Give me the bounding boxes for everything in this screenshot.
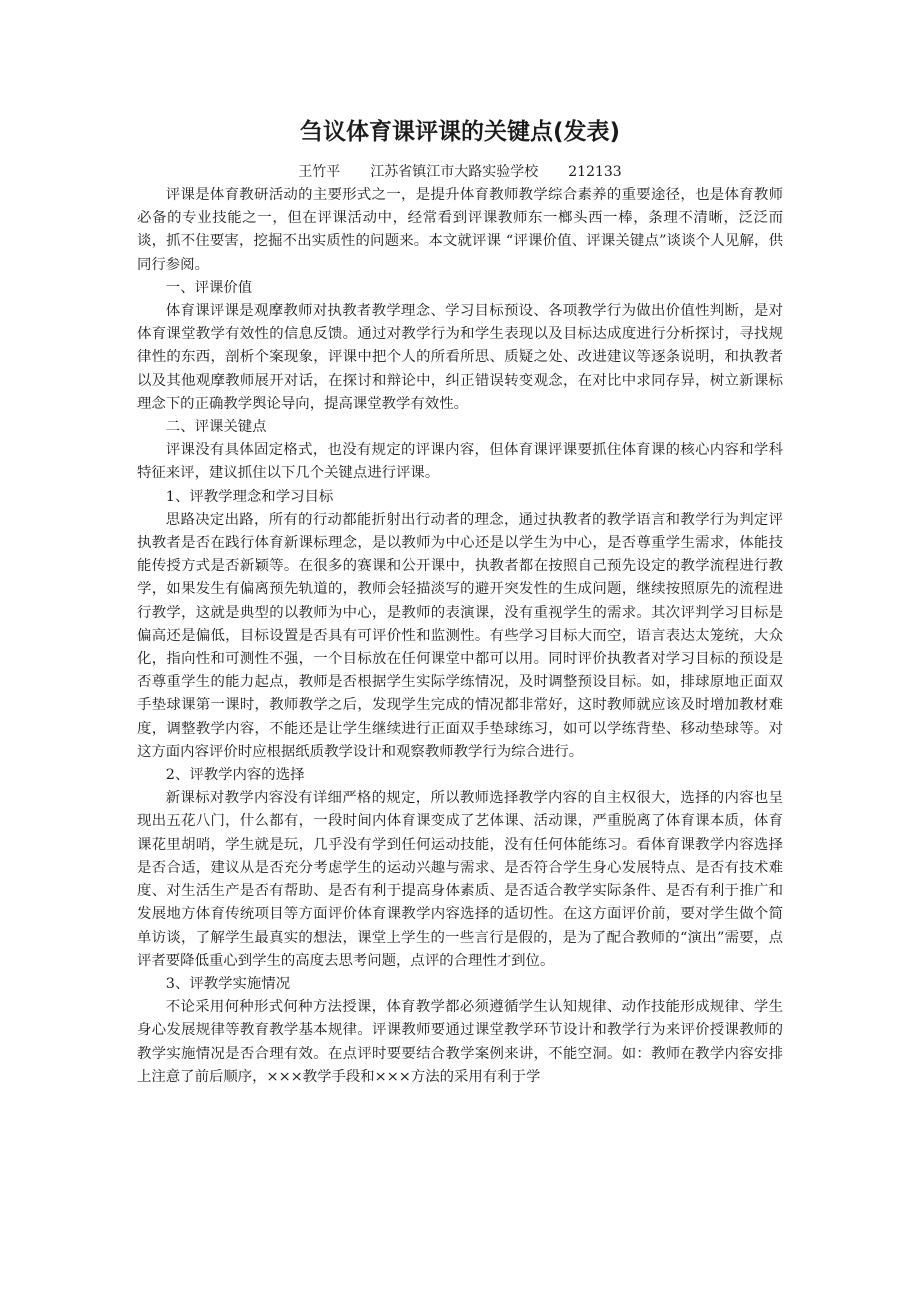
subsection-heading: 2、评教学内容的选择 bbox=[165, 767, 305, 784]
paragraph: 评课是体育教研活动的主要形式之一，是提升体育教师教学综合素养的重要途径，也是体育教师必备的专业技能之一，但在评课活动中，经常看到评课教师东一榔头西一棒，条理不清晰，泛泛而谈，抓不住要害，挖掘不出实质性的问题来。本文就评课 “评课价值、评课关键点”谈谈个人见解，供同行参阅。 bbox=[137, 187, 783, 273]
section-heading: 一、评课价值 bbox=[165, 279, 253, 296]
paragraph: 思路决定出路，所有的行动都能折射出行动者的理念，通过执教者的教学语言和教学行为判定评执教者是否在践行体育新课标理念，是以教师为中心还是以学生为中心，是否尊重学生需求，体能技能传授方式是否新颖等。在很多的赛课和公开课中，执教者都在按照自己预先设定的教学流程进行教学，如果发生有偏离预先轨道的，教师会轻描淡写的避开突发性的生成问题，继续按照原先的流程进行教学，这就是典型的以教师为中心，是教师的表演课，没有重视学生的需求。其次评判学习目标是偏高还是偏低，目标设置是否具有可评价性和监测性。有些学习目标大而空，语言表达太笼统，大众化，指向性和可测性不强，一个目标放在任何课堂中都可以用。同时评价执教者对学习目标的预设是否尊重学生的能力起点，教师是否根据学生实际学练情况，及时调整预设目标。如，排球原地正面双手垫球课第一课时，教师教学之后，发现学生完成的情况都非常好，这时教师就应该及时增加教材难度，调整教学内容，不能还是让学生继续进行正面双手垫球练习，如可以学练背垫、移动垫球等。对这方面内容评价时应根据纸质教学设计和观察教师教学行为综合进行。 bbox=[137, 511, 783, 760]
postcode: 212133 bbox=[568, 164, 622, 180]
document-title: 刍议体育课评课的关键点(发表) bbox=[299, 119, 621, 145]
paragraph: 新课标对教学内容没有详细严格的规定，所以教师选择教学内容的自主权很大，选择的内容也呈现出五花八门，什么都有，一段时间内体育课变成了艺体课、活动课，严重脱离了体育课本质，体育课花里胡哨，学生就是玩，几乎没有学到任何运动技能，没有任何体能练习。看体育课教学内容选择是否合适，建议从是否充分考虑学生的运动兴趣与需求、是否符合学生身心发展特点、是否有技术难度、对生活生产是否有帮助、是否有利于提高身体素质、是否适合教学实际条件、是否有利于推广和发展地方体育传统项目等方面评价体育课教学内容选择的适切性。在这方面评价前，要对学生做个简单访谈，了解学生最真实的想法，课堂上学生的一些言行是假的，是为了配合教师的“演出”需要，点评者要降低重心到学生的高度去思考问题，点评的合理性才到位。 bbox=[137, 790, 783, 969]
subsection-heading: 1、评教学理念和学习目标 bbox=[165, 488, 334, 505]
paragraph: 体育课评课是观摩教师对执教者教学理念、学习目标预设、各项教学行为做出价值性判断，是对体育课堂教学有效性的信息反馈。通过对教学行为和学生表现以及目标达成度进行分析探讨，寻找规律性的东西，剖析个案现象，评课中把个人的所看所思、质疑之处、改进建议等逐条说明，和执教者以及其他观摩教师展开对话，在探讨和辩论中，纠正错误转变观念，在对比中求同存异，树立新课标理念下的正确教学舆论导向，提高课堂教学有效性。 bbox=[137, 303, 783, 412]
author-name: 王竹平 bbox=[298, 164, 341, 180]
byline bbox=[137, 160, 783, 184]
article-body bbox=[137, 184, 783, 1089]
document-page bbox=[137, 116, 783, 1089]
school-name: 江苏省镇江市大路实验学校 bbox=[370, 164, 539, 180]
section-heading: 二、评课关键点 bbox=[165, 419, 267, 436]
subsection-heading: 3、评教学实施情况 bbox=[165, 975, 291, 992]
paragraph: 不论采用何种形式何种方法授课，体育教学都必须遵循学生认知规律、动作技能形成规律、学生身心发展规律等教育教学基本规律。评课教师要通过课堂教学环节设计和教学行为来评价授课教师的教学实施情况是否合理有效。在点评时要要结合教学案例来讲，不能空洞。如：教师在教学内容安排上注意了前后顺序，×××教学手段和×××方法的采用有利于学 bbox=[137, 999, 783, 1085]
paragraph: 评课没有具体固定格式，也没有规定的评课内容，但体育课评课要抓住体育课的核心内容和学科特征来评，建议抓住以下几个关键点进行评课。 bbox=[137, 442, 783, 482]
